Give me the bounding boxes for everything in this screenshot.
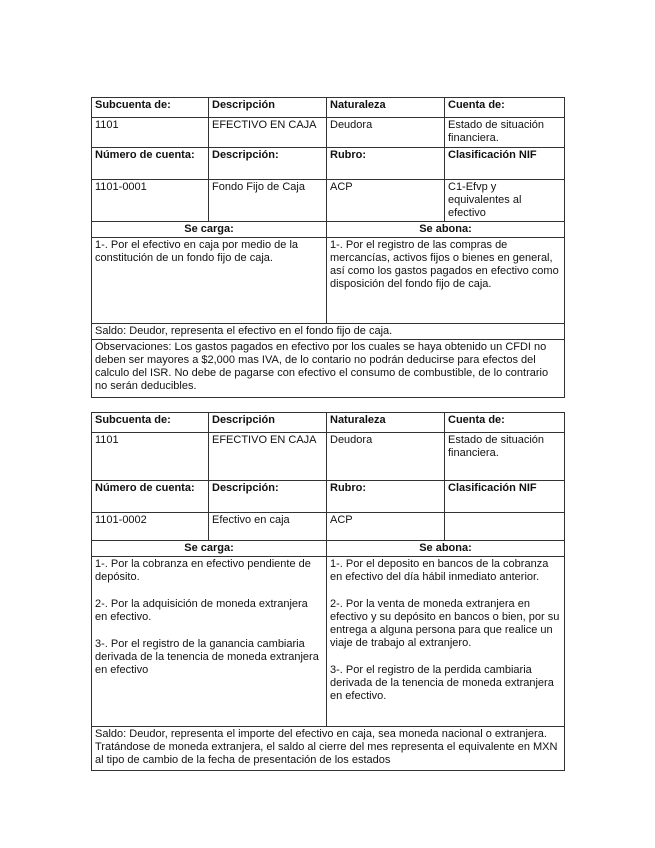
header-descripcion-2: Descripción: bbox=[209, 148, 327, 180]
value-descripcion-2: Fondo Fijo de Caja bbox=[209, 180, 327, 222]
header-numero-cuenta: Número de cuenta: bbox=[92, 148, 209, 180]
abono-item: 1-. Por el deposito en bancos de la cobranza en efectivo del día hábil inmediato anterior. bbox=[330, 558, 549, 583]
cargos-list bbox=[92, 238, 327, 324]
cargo-item: 1-. Por la cobranza en efectivo pendiente de depósito. bbox=[95, 558, 311, 583]
se-abona-label: Se abona: bbox=[327, 222, 565, 238]
se-carga-label: Se carga: bbox=[92, 222, 327, 238]
abono-item: 1-. Por el registro de las compras de mercancías, activos fijos o bienes en general, así como los gastos pagados en efectivo como disposición del fondo fijo de caja. bbox=[330, 239, 559, 290]
account-card-2 bbox=[91, 412, 565, 771]
header-clasificacion: Clasificación NIF bbox=[445, 481, 565, 513]
header-rubro: Rubro: bbox=[327, 481, 445, 513]
value-naturaleza: Deudora bbox=[327, 433, 445, 481]
cargo-item: 1-. Por el efectivo en caja por medio de la constitución de un fondo fijo de caja. bbox=[95, 239, 299, 264]
header-descripcion: Descripción bbox=[209, 98, 327, 118]
value-rubro: ACP bbox=[327, 513, 445, 541]
cargo-item: 3-. Por el registro de la ganancia cambiaria derivada de la tenencia de moneda extranjera en efectivo bbox=[95, 638, 319, 676]
value-rubro: ACP bbox=[327, 180, 445, 222]
saldo-text: Saldo: Deudor, representa el efectivo en el fondo fijo de caja. bbox=[92, 324, 565, 340]
abonos-list bbox=[327, 238, 565, 324]
value-descripcion: EFECTIVO EN CAJA bbox=[209, 433, 327, 481]
value-naturaleza: Deudora bbox=[327, 118, 445, 148]
header-naturaleza: Naturaleza bbox=[327, 98, 445, 118]
abonos-list bbox=[327, 557, 565, 727]
account-card-1 bbox=[91, 97, 565, 398]
value-subcuenta: 1101 bbox=[92, 118, 209, 148]
value-descripcion-2: Efectivo en caja bbox=[209, 513, 327, 541]
abono-item: 2-. Por la venta de moneda extranjera en efectivo y su depósito en bancos o bien, por su entrega a alguna persona para que realice un viaje de trabajo al extranjero. bbox=[330, 598, 560, 649]
value-cuenta: Estado de situación financiera. bbox=[445, 433, 565, 481]
header-cuenta: Cuenta de: bbox=[445, 98, 565, 118]
abono-item: 3-. Por el registro de la perdida cambiaria derivada de la tenencia de moneda extranjera en efectivo. bbox=[330, 664, 554, 702]
header-numero-cuenta: Número de cuenta: bbox=[92, 481, 209, 513]
value-clasificacion bbox=[445, 513, 565, 541]
se-abona-label: Se abona: bbox=[327, 541, 565, 557]
header-subcuenta: Subcuenta de: bbox=[92, 413, 209, 433]
observaciones-text: Observaciones: Los gastos pagados en efectivo por los cuales se haya obtenido un CFDI no deben ser mayores a $2,000 mas IVA, de lo contario no podrán deducirse para efectos del calculo del ISR. No debe de pagarse con efectivo el consumo de combustible, de lo contrario no serán deducibles. bbox=[92, 340, 565, 398]
header-descripcion-2: Descripción: bbox=[209, 481, 327, 513]
header-clasificacion: Clasificación NIF bbox=[445, 148, 565, 180]
value-numero-cuenta: 1101-0001 bbox=[92, 180, 209, 222]
value-numero-cuenta: 1101-0002 bbox=[92, 513, 209, 541]
header-subcuenta: Subcuenta de: bbox=[92, 98, 209, 118]
cargos-list bbox=[92, 557, 327, 727]
saldo-text: Saldo: Deudor, representa el importe del efectivo en caja, sea moneda nacional o extranjera. Tratándose de moneda extranjera, el saldo al cierre del mes representa el equivalente en MXN al tipo de cambio de la fecha de presentación de los estados bbox=[92, 727, 565, 771]
se-carga-label: Se carga: bbox=[92, 541, 327, 557]
value-clasificacion: C1-Efvp y equivalentes al efectivo bbox=[445, 180, 565, 222]
header-rubro: Rubro: bbox=[327, 148, 445, 180]
header-descripcion: Descripción bbox=[209, 413, 327, 433]
value-subcuenta: 1101 bbox=[92, 433, 209, 481]
value-cuenta: Estado de situación financiera. bbox=[445, 118, 565, 148]
header-naturaleza: Naturaleza bbox=[327, 413, 445, 433]
cargo-item: 2-. Por la adquisición de moneda extranjera en efectivo. bbox=[95, 598, 308, 623]
header-cuenta: Cuenta de: bbox=[445, 413, 565, 433]
value-descripcion: EFECTIVO EN CAJA bbox=[209, 118, 327, 148]
